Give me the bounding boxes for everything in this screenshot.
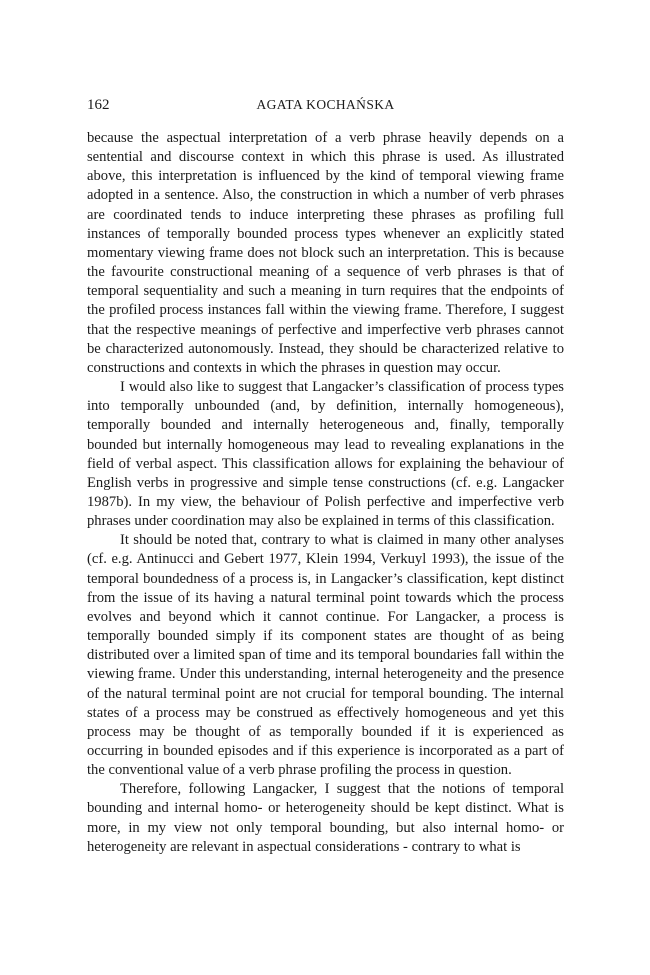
page-number: 162 xyxy=(87,97,110,113)
paragraph-3: It should be noted that, contrary to what is claimed in many other analyses (cf. e.g. Antinucci and Gebert 1977, Klein 1994, Verkuyl 1993), the issue of the temporal boundedness of a process is, in Langacker’s classification, kept distinct from the issue of its having a natural terminal point towards which the process evolves and beyond which it cannot continue. For Langacker, a process is temporally bounded simply if its component states are thought of as being distributed over a limited span of time and its temporal boundaries fall within the viewing frame. Under this understanding, internal heterogeneity and the presence of the natural terminal point are not crucial for temporal bounding. The internal states of a process may be construed as effectively homogeneous and yet this process may be thought of as temporally bounded if it is experienced as occurring in bounded episodes and if this experience is incorporated as a part of the conventional value of a verb phrase profiling the process in question. xyxy=(87,532,564,779)
paragraph-4: Therefore, following Langacker, I suggest that the notions of temporal bounding and internal homo- or heterogeneity should be kept distinct. What is more, in my view not only temporal bounding, but also internal homo- or heterogeneity are relevant in aspectual considerations - contrary to what is xyxy=(87,781,564,855)
page xyxy=(87,94,564,857)
running-head xyxy=(87,94,564,116)
paragraph-1: because the aspectual interpretation of a verb phrase heavily depends on a sentential and discourse context in which this phrase is used. As illustrated above, this interpretation is influenced by the kind of temporal viewing frame adopted in a sentence. Also, the construction in which a number of verb phrases are coordinated tends to induce interpreting these phrases as profiling full instances of temporally bounded process types whenever an explicitly stated momentary viewing frame does not block such an interpretation. This is because the favourite constructional meaning of a sequence of verb phrases is that of temporal sequentiality and such a meaning in turn requires that the endpoints of the profiled process instances fall within the viewing frame. Therefore, I suggest that the respective meanings of perfective and imperfective verb phrases cannot be characterized autonomously. Instead, they should be characterized relative to constructions and contexts in which the phrases in question may occur. xyxy=(87,130,564,376)
body-text xyxy=(87,129,564,857)
paragraph-2: I would also like to suggest that Langacker’s classification of process types into temporally unbounded (and, by definition, internally homogeneous), temporally bounded and internally heterogeneous and, finally, temporally bounded but internally homogeneous may lead to revealing explanations in the field of verbal aspect. This classification allows for explaining the behaviour of English verbs in progressive and simple tense constructions (cf. e.g. Langacker 1987b). In my view, the behaviour of Polish perfective and imperfective verb phrases under coordination may also be explained in terms of this classification. xyxy=(87,379,564,530)
running-title: AGATA KOCHAŃSKA xyxy=(256,97,395,112)
